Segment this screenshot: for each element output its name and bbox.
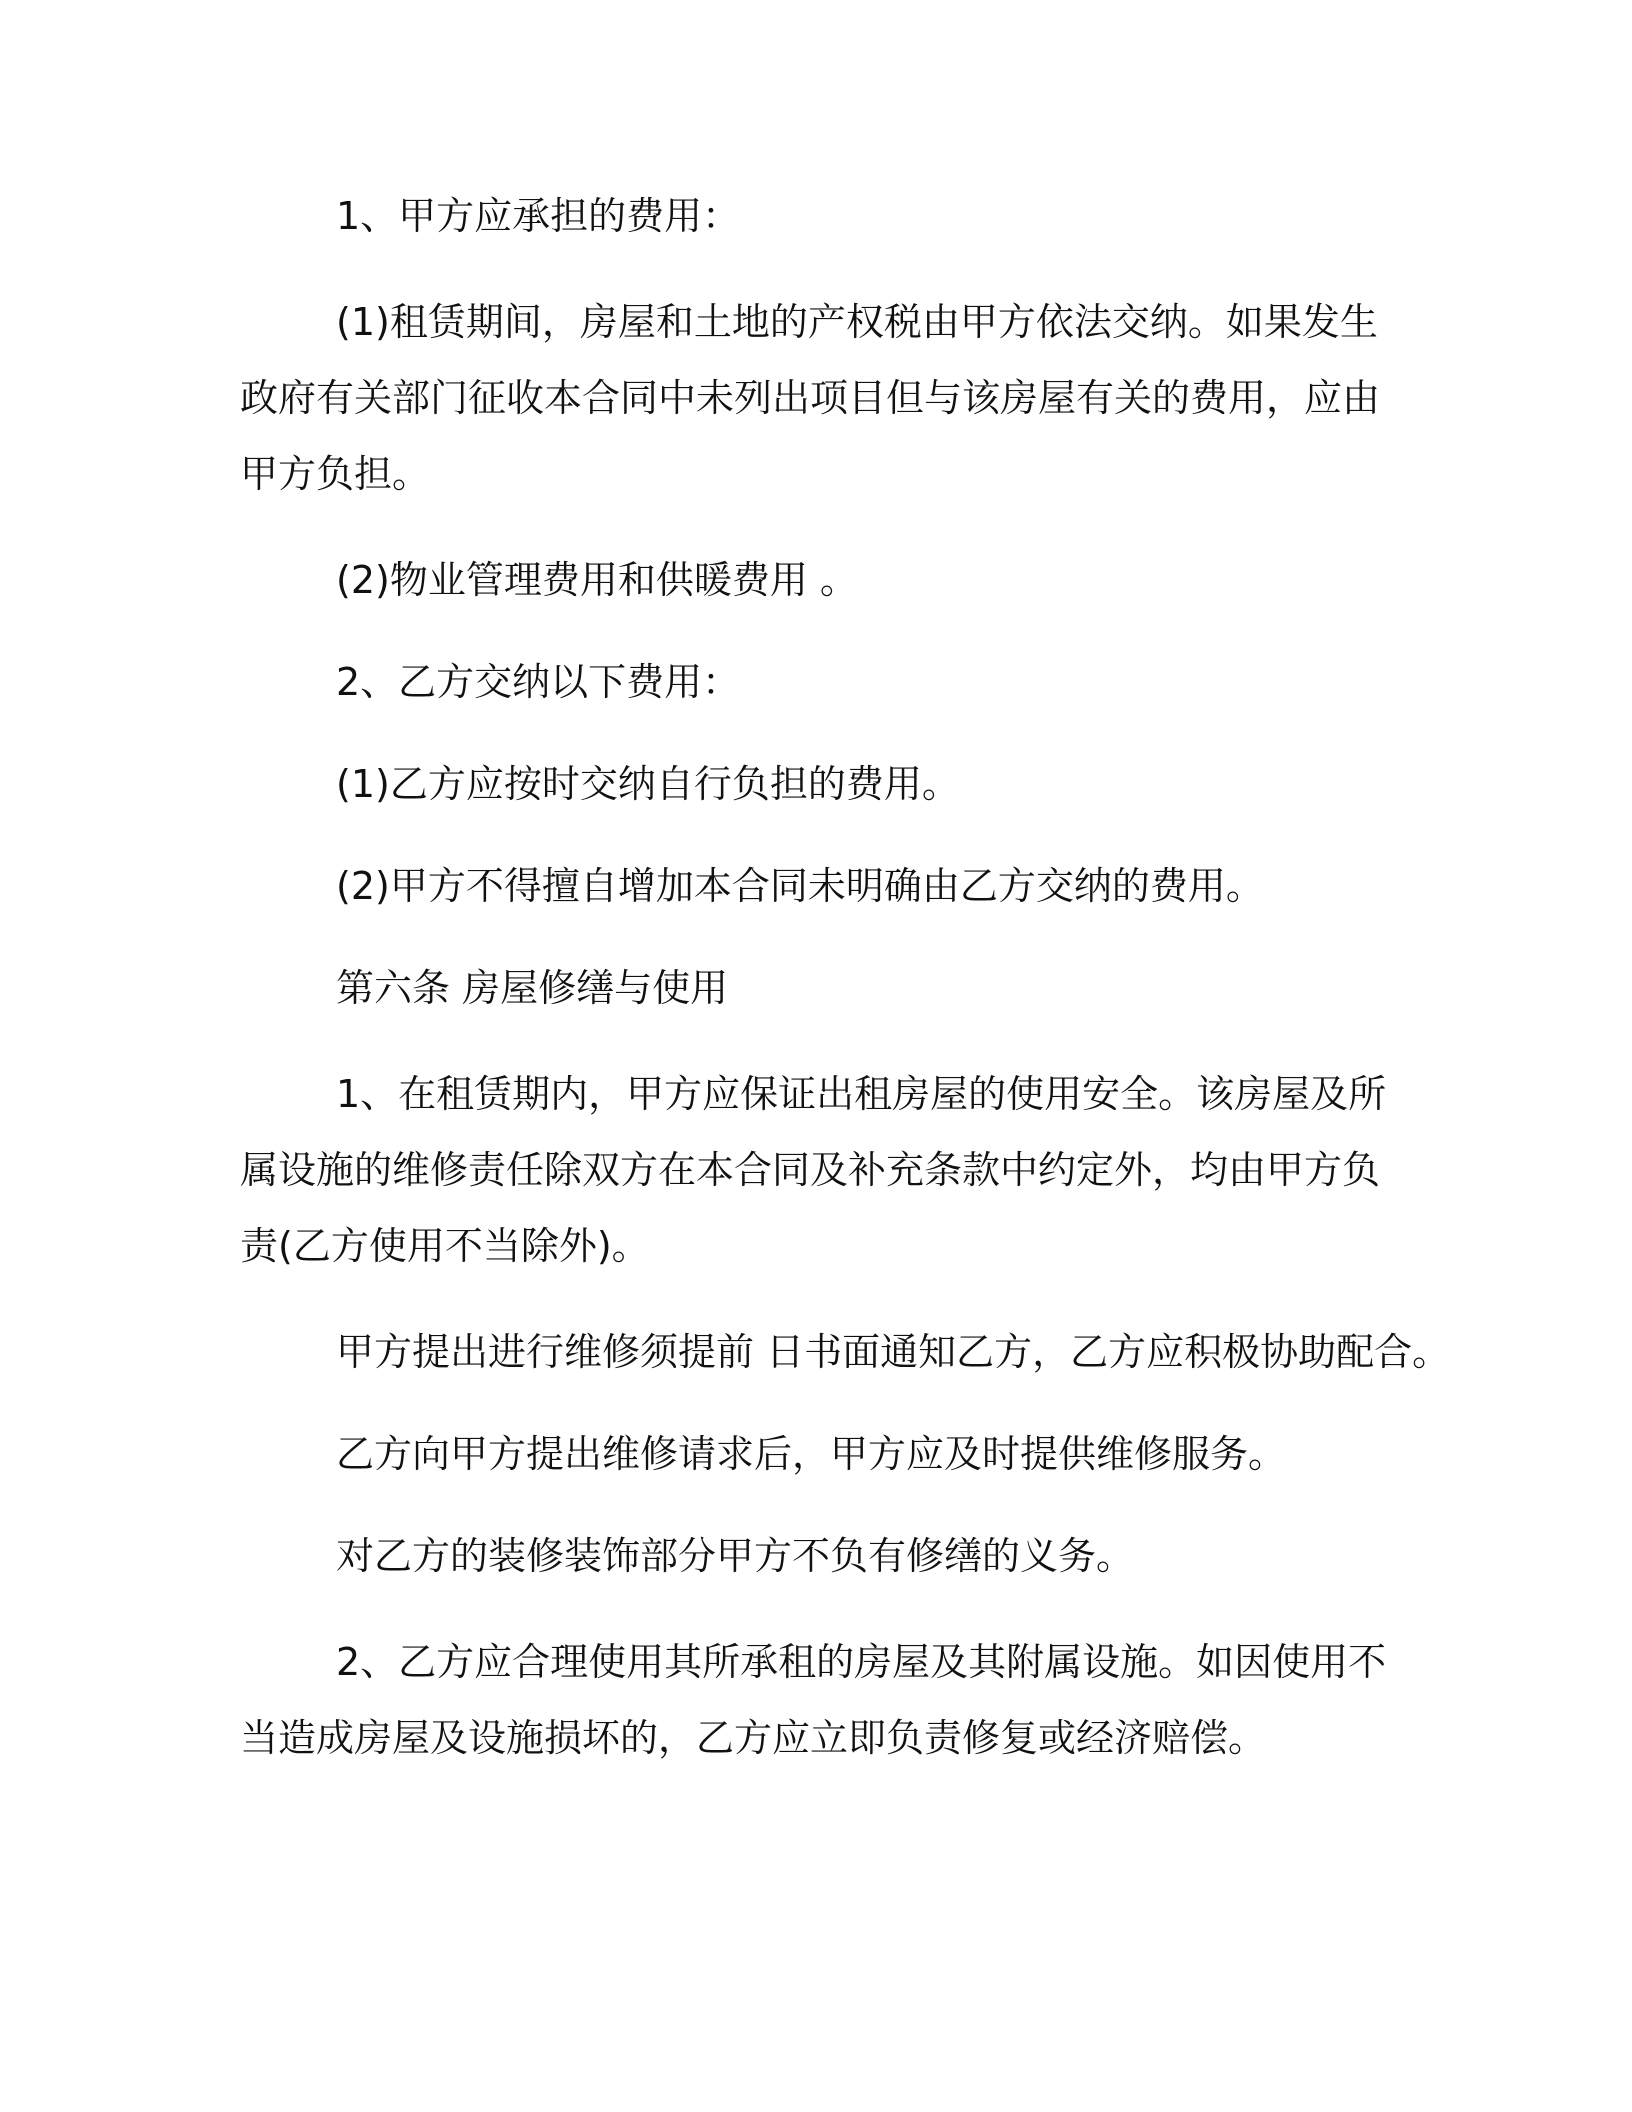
paragraph-line: 2、乙方交纳以下费用： — [336, 660, 741, 704]
paragraph-line: (2)物业管理费用和供暖费用 。 — [336, 558, 858, 602]
paragraph-line: 对乙方的装修装饰部分甲方不负有修缮的义务。 — [336, 1534, 1135, 1578]
paragraph-landlord-fees-heading — [240, 178, 1420, 254]
paragraph-line: 乙方向甲方提出维修请求后，甲方应及时提供维修服务。 — [336, 1432, 1287, 1476]
paragraph-line: (2)甲方不得擅自增加本合同未明确由乙方交纳的费用。 — [336, 864, 1264, 908]
paragraph-tenant-pay-on-time — [240, 746, 1420, 822]
paragraph-line: 1、在租赁期内，甲方应保证出租房屋的使用安全。该房屋及所 — [336, 1072, 1387, 1116]
paragraph-no-extra-fees — [240, 848, 1420, 924]
paragraph-line: 政府有关部门征收本合同中未列出项目但与该房屋有关的费用，应由 — [240, 376, 1381, 420]
paragraph-line: 甲方负担。 — [240, 452, 431, 496]
paragraph-line: (1)租赁期间，房屋和土地的产权税由甲方依法交纳。如果发生 — [336, 300, 1378, 344]
article-six-heading — [240, 950, 1420, 1026]
paragraph-decoration-exclusion — [240, 1518, 1420, 1594]
paragraph-line: 甲方提出进行维修须提前 日书面通知乙方，乙方应积极协助配合。 — [336, 1330, 1451, 1374]
paragraph-tenant-fees-heading — [240, 644, 1420, 720]
paragraph-tenant-proper-use — [240, 1624, 1420, 1776]
paragraph-property-tax — [240, 284, 1420, 512]
paragraph-line: 第六条 房屋修缮与使用 — [336, 966, 729, 1010]
paragraph-line: 属设施的维修责任除双方在本合同及补充条款中约定外，均由甲方负 — [240, 1148, 1381, 1192]
paragraph-line: 当造成房屋及设施损坏的，乙方应立即负责修复或经济赔偿。 — [240, 1716, 1267, 1760]
paragraph-repair-notice — [240, 1314, 1451, 1390]
paragraph-property-management-fees — [240, 542, 1420, 618]
paragraph-landlord-safety — [240, 1056, 1420, 1284]
paragraph-repair-request — [240, 1416, 1420, 1492]
paragraph-line: 2、乙方应合理使用其所承租的房屋及其附属设施。如因使用不 — [336, 1640, 1387, 1684]
paragraph-line: (1)乙方应按时交纳自行负担的费用。 — [336, 762, 960, 806]
paragraph-line: 1、甲方应承担的费用： — [336, 194, 741, 238]
paragraph-line: 责(乙方使用不当除外)。 — [240, 1224, 650, 1268]
